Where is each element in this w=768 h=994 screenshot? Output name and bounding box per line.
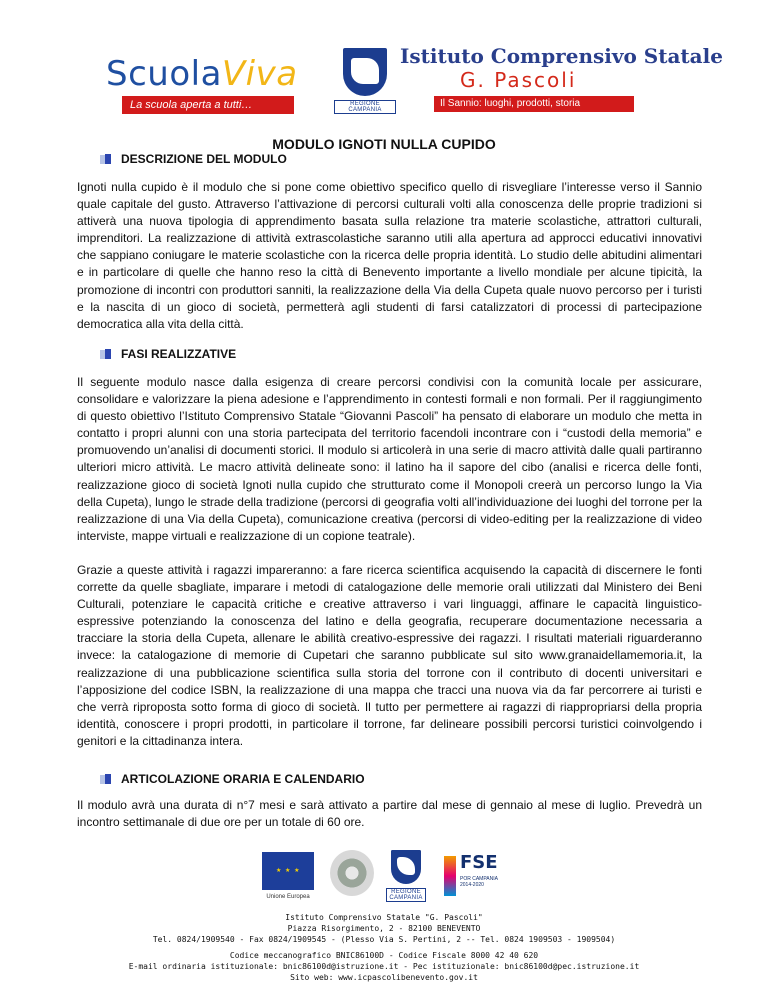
regione-campania-small-logo <box>386 850 426 902</box>
footer-line: E-mail ordinaria istituzionale: bnic86100d@istruzione.it - Pec istituzionale: bnic86100d@pec.istruzione.it <box>128 962 640 971</box>
footer-contacts <box>0 912 768 983</box>
scuolaviva-tagline: La scuola aperta a tutti… <box>122 96 294 114</box>
school-title: Istituto Comprensivo Statale <box>400 44 723 68</box>
square-bullet-icon <box>100 154 111 164</box>
fse-label: FSE <box>460 852 498 873</box>
footer-line: Tel. 0824/1909540 - Fax 0824/1909545 - (Plesso Via S. Pertini, 2 -- Tel. 0824 1909503 - 1909504) <box>152 935 616 944</box>
italian-republic-emblem-icon <box>330 850 374 896</box>
scuolaviva-logo <box>106 54 306 118</box>
document-title: MODULO IGNOTI NULLA CUPIDO <box>272 136 496 152</box>
footer-logos <box>0 846 768 908</box>
regione-shield-icon <box>391 850 421 884</box>
footer-line: Istituto Comprensivo Statale "G. Pascoli" <box>285 913 483 922</box>
fse-sublabel: POR CAMPANIA 2014-2020 <box>460 876 498 888</box>
fse-logo <box>444 850 504 902</box>
section-heading-fasi <box>100 347 236 361</box>
fse-color-bar-icon <box>444 856 456 896</box>
regione-campania-logo <box>334 48 396 116</box>
footer-line: Sito web: www.icpascolibenevento.gov.it <box>290 973 478 982</box>
school-name: G. Pascoli <box>460 68 577 92</box>
section-heading-label: FASI REALIZZATIVE <box>121 347 237 361</box>
square-bullet-icon <box>100 349 111 359</box>
section-heading-articolazione <box>100 772 365 786</box>
eu-flag-icon <box>262 852 314 890</box>
paragraph: Il seguente modulo nasce dalla esigenza di creare percorsi condivisi con la comunità locale per assicurare, consolidare e valorizzare la piena adesione e l’apprendimento in contesti formali e non formali. Per il raggiungimento di questo obiettivo l’Istituto Comprensivo Statale “Giovanni Pascoli” ha pensato di elaborare un modulo che metta in contatto i propri alunni con una storia partecipata del territorio facendoli incontrare con i “custodi della memoria” e promuovendo un’analisi di documenti storici. Il modulo si articolerà in una serie di macro attività dalle quali partiranno ulteriori micro attività. Le macro attività delineate sono: il latino ha il sapore del cibo (analisi e ricerca delle fonti, realizzazione gioco di società Ignoti nulla cupido che strutturato come il Monopoli creerà un percorso lungo la Via della Cupeta), lungo le strade della tradizione (percorsi di geografia volti all’individuazione dei luoghi del torrone per la realizzazione di una Via della Cupeta), comunicazione creativa (percorsi di video-editing per la realizzazione di video interviste, mappe virtuali e realizzazione di un copione teatrale). <box>77 375 702 543</box>
school-tagline: Il Sannio: luoghi, prodotti, storia <box>434 96 634 112</box>
scuolaviva-wordmark <box>106 54 298 94</box>
paragraph: Il modulo avrà una durata di n°7 mesi e sarà attivato a partire dal mese di gennaio al mese di luglio. Prevedrà un incontro settimanale di due ore per un totale di 60 ore. <box>77 798 702 830</box>
footer-line: Codice meccanografico BNIC86100D - Codice Fiscale 8000 42 40 620 <box>229 951 539 960</box>
section-heading-descrizione <box>100 152 287 166</box>
eu-label: Unione Europea <box>266 894 310 900</box>
school-logo <box>400 44 723 112</box>
section-heading-label: ARTICOLAZIONE ORARIA E CALENDARIO <box>121 772 365 786</box>
square-bullet-icon <box>100 774 111 784</box>
letterhead <box>0 38 768 118</box>
scuolaviva-scuola: Scuola <box>106 54 222 94</box>
footer-line: Piazza Risorgimento, 2 - 82100 BENEVENTO <box>287 924 481 933</box>
regione-shield-icon <box>343 48 387 96</box>
regione-label: REGIONE CAMPANIA <box>334 100 396 114</box>
regione-label: REGIONE CAMPANIA <box>386 888 426 902</box>
section-heading-label: DESCRIZIONE DEL MODULO <box>121 152 287 166</box>
paragraph: Ignoti nulla cupido è il modulo che si pone come obiettivo specifico quello di risvegliare l’interesse verso il Sannio quale capitale del gusto. Attraverso l’attivazione di percorsi culturali volti alla conoscenza delle proprie tradizioni si attiverà una nuova tipologia di apprendimento basata sulla relazione tra materie scolastiche, attrattori culturali, imprenditori. La realizzazione di attività extrascolastiche saranno utili alla apertura ad approcci educativi innovativi che sappiano coniugare le materie scolastiche con la ricerca delle propria identità. Lo studio delle abitudini alimentari e in particolare di quelle che hanno reso la città di Benevento importante a livello mondiale per alcune tipicità, la promozione di incontri con produttori sanniti, la realizzazione della Via della Cupeta quale nuovo percorso per i turisti e la nascita di un gioco di società, permetterà agli studenti di farsi catalizzatori di processi di partecipazione democratica alla vita della città. <box>77 180 702 331</box>
scuolaviva-viva: Viva <box>221 54 298 94</box>
paragraph: Grazie a queste attività i ragazzi impareranno: a fare ricerca scientifica acquisendo la capacità di discernere le fonti corrette da quelle sbagliate, imparare i metodi di catalogazione delle memorie orali utilizzati dal Ministero dei Beni Culturali, potenziare le capacità critiche e creative attraverso i vari linguaggi, affinare le capacità linguistico-espressive potenziando la conoscenza del latino e della geografia, recuperare documentazione necessaria a tracciare la storia della Cupeta, allenare le abilità creativo-espressive dei ragazzi. I risultati materiali riguarderanno invece: la catalogazione di memorie di Cupetari che saranno pubblicate sul sito www.granaidellamemoria.it, la realizzazione di una pubblicazione scientifica sulla storia del torrone con il contributo di docenti universitari e l’apposizione del codice ISBN, la realizzazione di una mappa che tracci una nuova via da far percorrere ai turisti e che verrà riproposta sotto forma di gioco di società. Il tutto per permettere ai ragazzi di riappropriarsi della propria identità, conoscere i propri prodotti, in particolare il torrone, far delineare possibili percorsi turistici coinvolgendo i genitori e la cittadinanza intera. <box>77 563 702 748</box>
